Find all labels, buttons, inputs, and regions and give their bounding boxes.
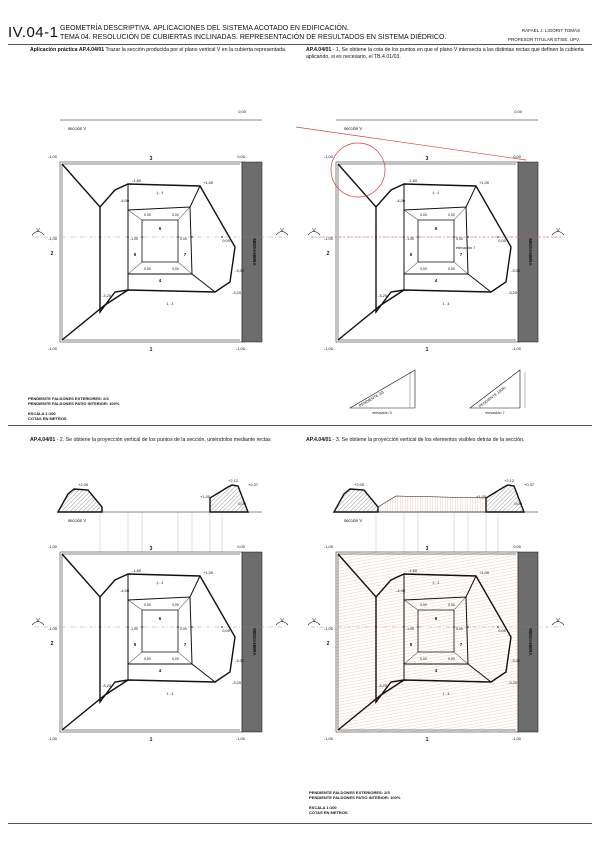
- edge-number-7: 7: [183, 642, 187, 647]
- section-point: [191, 626, 193, 628]
- section-point: [453, 236, 455, 238]
- edge-number-5: 5: [409, 252, 413, 257]
- level-label: +1,00: [479, 570, 490, 575]
- party-wall-label: MEDIANERA: [528, 628, 533, 656]
- level-label: -3,00: [511, 268, 521, 273]
- section-point: [141, 236, 143, 238]
- inner-hip: [454, 207, 466, 220]
- level-label: -3,20: [102, 683, 112, 688]
- edge-number-5: 5: [133, 252, 137, 257]
- plane-label-left: V: [36, 228, 40, 234]
- level-label: -4,00: [396, 198, 406, 203]
- edge-number-6: 6: [434, 226, 438, 231]
- inner-hip: [178, 652, 192, 664]
- level-label: +1,00: [203, 570, 214, 575]
- level-label: 0,00: [420, 603, 427, 607]
- sheet-title: GEOMETRÍA DESCRIPTIVA. APLICACIONES DEL SISTEMA ACOTADO EN EDIFICACIÓN.: [60, 25, 349, 32]
- inner-hip: [454, 262, 468, 274]
- party-wall-label: MEDIANERA: [528, 238, 533, 266]
- slope-ext-note: PENDIENTE FALDONES EXTERIORES: 2/3: [309, 790, 390, 795]
- inner-hip: [128, 210, 142, 220]
- plane-label-left: V: [312, 228, 316, 234]
- level-label: -1,00: [323, 154, 333, 159]
- cut-profile-right: [486, 485, 524, 512]
- edge-number-2: 2: [326, 641, 330, 647]
- slope-triangles: [350, 370, 525, 415]
- level-label: -1,60: [132, 568, 142, 573]
- level-label: +2,12: [504, 478, 515, 483]
- level-label: 0,00: [514, 109, 522, 114]
- level-label: 0,00: [448, 267, 455, 271]
- edge-number-1: 1: [425, 737, 429, 743]
- slope-ext-note: PENDIENTE FALDONES EXTERIORES: 2/3: [28, 396, 109, 401]
- level-label: 0,00: [448, 603, 455, 607]
- inner-hip: [178, 597, 190, 610]
- hip-line: [192, 274, 215, 292]
- section-point: [467, 626, 469, 628]
- level-label: 0,00: [144, 657, 151, 661]
- edge-number-6: 6: [434, 616, 438, 621]
- roof-outer-edges: [62, 164, 235, 340]
- plane-label-left: V: [36, 618, 40, 624]
- edge-number-6: 6: [158, 226, 162, 231]
- edge-number-7: 7: [459, 252, 463, 257]
- section-point: [453, 626, 455, 628]
- plane-label-right: V: [280, 228, 284, 234]
- level-label: +2,00: [78, 482, 89, 487]
- level-label: 0,00: [513, 154, 521, 159]
- edge-number-7: 7: [183, 252, 187, 257]
- inner-hip: [404, 210, 418, 220]
- edge-number-7: 7: [459, 642, 463, 647]
- slope-label: PENDIENTE 2/3: [358, 390, 385, 408]
- level-label: -1,00: [47, 544, 57, 549]
- projection-lines-4: [376, 512, 498, 552]
- slope-int-note: PENDIENTE FALDONES PATIO INTERIOR: 100%: [28, 401, 120, 406]
- level-label: -1,00: [47, 154, 57, 159]
- level-label: -4,00: [396, 588, 406, 593]
- level-label: -1,00: [511, 346, 521, 351]
- caption-code: Aplicación práctica AP.4.04/01: [30, 47, 105, 53]
- inner-hip: [128, 652, 142, 664]
- section-point: [127, 626, 129, 628]
- cut-profile-left: [58, 489, 102, 512]
- edge-number-4: 4: [158, 278, 162, 283]
- edge-number-3: 3: [149, 546, 153, 552]
- level-label: -3,20: [378, 293, 388, 298]
- level-label: -3,00: [235, 658, 245, 663]
- edge-number-2: 2: [50, 251, 54, 257]
- scale-note: ESCALA 1:100: [28, 411, 56, 416]
- level-label: -3,00: [511, 658, 521, 663]
- level-label: 0,00: [238, 109, 246, 114]
- section-label: sección V: [68, 518, 87, 523]
- edge-number-2: 2: [326, 251, 330, 257]
- edge-number-1: 1: [149, 737, 153, 743]
- edge-number-2: 2: [50, 641, 54, 647]
- edge-number-4: 4: [434, 278, 438, 283]
- party-wall: [518, 552, 538, 732]
- slope-dim: elevación 7: [485, 411, 505, 415]
- level-label: -1,00: [47, 236, 57, 241]
- level-label: +1,00: [479, 180, 490, 185]
- roof-plan-3: [32, 544, 288, 743]
- level-label: -1,00: [47, 626, 57, 631]
- level-label: -3,20: [232, 680, 242, 685]
- level-label: -1,00: [406, 627, 414, 631]
- edge-number-1: 1: [149, 347, 153, 353]
- section-point: [99, 236, 101, 238]
- ridge-label: 1 - 4: [166, 692, 174, 696]
- edge-number-3: 3: [425, 156, 429, 162]
- roof-plan-1: [32, 154, 288, 353]
- section-label: sección V: [344, 126, 363, 131]
- units-note: COTAS EN METROS: [28, 416, 67, 421]
- section-point: [177, 626, 179, 628]
- level-label: -1,00: [323, 736, 333, 741]
- level-label: -3,20: [378, 683, 388, 688]
- plane-label-left: V: [312, 618, 316, 624]
- level-label: 0,00: [180, 627, 187, 631]
- caption-text: - 2. Se obtiene la proyección vertical de los puntos de la sección, uniéndolos mediante rectas: [55, 437, 271, 443]
- hip-line: [192, 664, 215, 682]
- sheet-code: IV.04-1: [8, 24, 59, 41]
- slope-triangle-ext: [350, 370, 415, 408]
- section-point: [403, 626, 405, 628]
- cut-profile-left: [334, 489, 378, 512]
- level-label: +1,00: [476, 494, 487, 499]
- section-point: [375, 626, 377, 628]
- level-label: +2,00: [354, 482, 365, 487]
- level-label: -3,20: [508, 680, 518, 685]
- inner-hip: [404, 262, 418, 274]
- level-label: -3,20: [102, 293, 112, 298]
- slope-label: PENDIENTE 100%: [478, 385, 507, 409]
- edge-number-6: 6: [158, 616, 162, 621]
- caption-code: AP.4.04/01: [30, 437, 56, 443]
- level-label: -4,00: [120, 198, 130, 203]
- edge-number-1: 1: [425, 347, 429, 353]
- hip-line: [466, 186, 476, 207]
- level-label: 0,00: [456, 237, 463, 241]
- edge-number-3: 3: [425, 546, 429, 552]
- level-label: 0,00: [144, 603, 151, 607]
- level-label: -3,20: [232, 290, 242, 295]
- level-label: 0,00: [420, 213, 427, 217]
- hip-line: [190, 186, 200, 207]
- level-label: +1,00: [203, 180, 214, 185]
- section-label: sección V: [68, 126, 87, 131]
- cut-profile-right: [210, 485, 248, 512]
- section-point: [191, 236, 193, 238]
- inner-hip: [128, 262, 142, 274]
- highlight-circle: [331, 143, 385, 197]
- visible-roof-hatch: [336, 552, 518, 732]
- level-label: -1,00: [406, 237, 414, 241]
- level-label: -1,60: [408, 178, 418, 183]
- inner-hip: [128, 600, 142, 610]
- level-label: -1,00: [235, 346, 245, 351]
- ridge-label: 3 - 4: [156, 190, 164, 196]
- section-point: [417, 236, 419, 238]
- party-wall: [518, 162, 538, 342]
- level-label: 0,00: [420, 657, 427, 661]
- ridge-label: 3 - 4: [156, 580, 164, 586]
- inner-hip: [178, 207, 190, 220]
- plot-boundary: [60, 162, 242, 342]
- plane-label-right: V: [280, 618, 284, 624]
- level-label: 0,00: [237, 544, 245, 549]
- hip-line: [190, 576, 200, 597]
- level-label: -1,00: [323, 626, 333, 631]
- elevation-label: elevación 7: [456, 246, 476, 250]
- slope-dim: elevación 3: [372, 411, 392, 415]
- level-label: 0,00: [172, 213, 179, 217]
- roof-outer-edges: [338, 164, 511, 340]
- author-name: RAFAEL J. LIGORIT TOMÁS: [521, 28, 580, 33]
- level-label: -3,20: [508, 290, 518, 295]
- units-note: COTAS EN METROS: [309, 810, 348, 815]
- level-label: 0,00: [420, 267, 427, 271]
- level-label: 0,00: [222, 238, 230, 243]
- caption-code: AP.4.04/01: [306, 437, 332, 443]
- party-wall-label: MEDIANERA: [252, 238, 257, 266]
- author-role: PROFESOR TITULAR ETSIE. UPV.: [507, 37, 580, 42]
- party-wall: [242, 162, 262, 342]
- roof-plan-4: [308, 544, 564, 743]
- level-label: +0,37: [524, 482, 535, 487]
- sheet-subtitle: TEMA 04. RESOLUCIÓN DE CUBIERTAS INCLINADAS. REPRESENTACIÓN DE RESULTADOS EN SISTEMA DIÉDRICO.: [60, 34, 447, 41]
- level-label: 0,00: [498, 628, 506, 633]
- scale-note: ESCALA 1:100: [309, 805, 337, 810]
- roof-plan-2: [296, 127, 564, 353]
- visible-behind-hatch: [378, 496, 486, 512]
- level-label: 0,00: [448, 213, 455, 217]
- level-label: 0,00: [144, 267, 151, 271]
- section-point: [127, 236, 129, 238]
- plane-label-right: V: [556, 618, 560, 624]
- plane-label-right: V: [556, 228, 560, 234]
- level-label: 0,00: [144, 213, 151, 217]
- caption-text: Trazar la sección producida por el plano vertical V en la cubierta representada.: [104, 47, 287, 53]
- ridge-label: 1 - 4: [442, 302, 450, 306]
- plot-boundary: [60, 552, 242, 732]
- ridge-label: 1 - 4: [166, 302, 174, 306]
- caption-text: - 3. Se obtiene la proyección vertical de los elementos visibles detrás de la sección.: [331, 437, 525, 443]
- slope-int-note: PENDIENTE FALDONES PATIO INTERIOR: 100%: [309, 795, 401, 800]
- section-point: [417, 626, 419, 628]
- level-label: +0,37: [248, 482, 259, 487]
- level-label: 0,00: [513, 544, 521, 549]
- level-label: -4,00: [120, 588, 130, 593]
- level-label: -1,00: [130, 237, 138, 241]
- edge-number-5: 5: [133, 642, 137, 647]
- section-elevation-3: [58, 478, 262, 523]
- level-label: -1,00: [323, 236, 333, 241]
- level-label: -1,00: [47, 346, 57, 351]
- level-label: -1,60: [132, 178, 142, 183]
- level-label: 0,00: [172, 603, 179, 607]
- level-label: -3,00: [235, 268, 245, 273]
- section-label: sección V: [344, 518, 363, 523]
- level-label: +2,12: [228, 478, 239, 483]
- plot-boundary: [336, 162, 518, 342]
- section-point: [99, 626, 101, 628]
- level-label: -1,00: [323, 346, 333, 351]
- level-label: -1,00: [323, 544, 333, 549]
- edge-number-5: 5: [409, 642, 413, 647]
- caption-code: AP.4.04/01: [306, 47, 332, 53]
- ridge-label: 3 - 4: [432, 580, 440, 586]
- level-label: 0,00: [172, 267, 179, 271]
- hip-line: [468, 274, 491, 292]
- level-label: 0,00: [172, 657, 179, 661]
- projection-lines-3: [100, 512, 222, 552]
- level-label: -1,60: [408, 568, 418, 573]
- section-point: [177, 236, 179, 238]
- slope-triangle-int: [470, 370, 520, 408]
- ridge-label: 1 - 4: [442, 692, 450, 696]
- level-label: 0,00: [456, 627, 463, 631]
- level-label: +1,00: [200, 494, 211, 499]
- edge-number-4: 4: [158, 668, 162, 673]
- party-wall: [242, 552, 262, 732]
- edge-number-4: 4: [434, 668, 438, 673]
- party-wall-label: MEDIANERA: [252, 628, 257, 656]
- section-point: [141, 626, 143, 628]
- section-elevation-2: [336, 109, 538, 131]
- edge-number-3: 3: [149, 156, 153, 162]
- section-elevation-1: [60, 109, 262, 131]
- level-label: -1,00: [130, 627, 138, 631]
- inner-hip: [178, 262, 192, 274]
- section-elevation-4: [334, 478, 538, 523]
- level-label: -1,00: [47, 736, 57, 741]
- level-label: 0,00: [237, 154, 245, 159]
- level-label: 0,00: [222, 628, 230, 633]
- roof-outer-edges: [62, 554, 235, 730]
- level-label: 0,00: [448, 657, 455, 661]
- caption-text: - 1. Se obtiene la cota de los puntos en que el plano V intersecta a las distintas rectas que definen la cubierta aplicando, si es necesario, el TB.4.01/03.: [306, 47, 584, 60]
- level-label: -1,00: [511, 736, 521, 741]
- level-label: -1,00: [235, 736, 245, 741]
- level-label: 0,00: [180, 237, 187, 241]
- ridge-label: 3 - 4: [432, 190, 440, 196]
- level-label: 0,00: [498, 238, 506, 243]
